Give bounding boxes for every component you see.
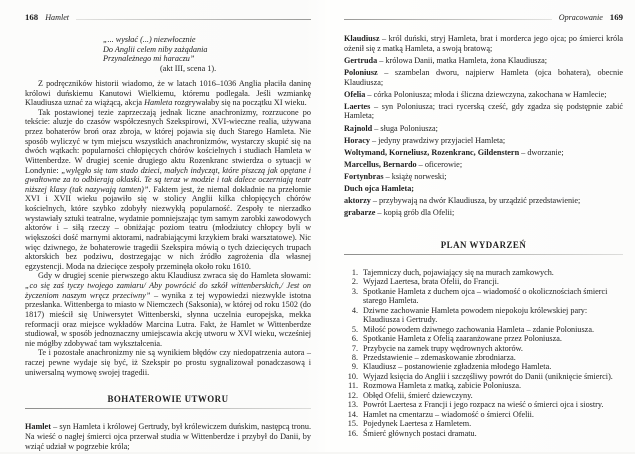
text-segment: – król duński, stryj Hamleta, brat i morderca jego ojca; po śmierci króla ożenił się z matką Hamleta, a swoją bratową; [344, 34, 623, 53]
text-segment: Rajnold [344, 123, 373, 133]
event-item: Miłość powodem dziwnego zachowania Hamleta – zdanie Poloniusza. [363, 324, 595, 334]
text-segment: Hamlet [25, 422, 51, 432]
quote-line: „... wysłać (...) niezwłocznie [103, 35, 196, 44]
quote-line: Przynależnego mi haraczu” [103, 54, 195, 64]
character-entry [344, 148, 623, 158]
text-segment: Te i pozostałe anachronizmy nie są wynikiem błędów czy niedopatrzenia autora – raczej pewne wydaje się być, iż Szekspir po prostu sygnalizował ponadczasową i uniwersalną wymowę swojej tragedii. [25, 348, 311, 377]
body-paragraphs [25, 79, 311, 377]
character-entry [344, 102, 623, 121]
text-segment: – dworzanie; [519, 147, 564, 157]
paragraph [25, 348, 311, 377]
header-rule-right [344, 19, 552, 20]
text-segment: Tak postawionej tezie zaprzeczają jednak liczne anachronizmy, rozrzucone po tekście: aluzje do czasów współczesnych Szekspirowi, XVI-wieczne realia, używana przez bohaterów broń oraz zbroja, w której pojawia się duch Starego Hamleta. Nie sposób wyliczyć w tym miejscu wszystkich anachronizmów, wystarczy skupić się na dwóch wątkach: popularności chłopięcych chórów kościelnych i studiach Hamleta w Wittenberdze. W drugiej scenie drugiego aktu Rozenkranc stwierdza o sytuacji w Londynie: [25, 107, 311, 175]
event-item: Wyjazd Laertesa, brata Ofelii, do Francji. [363, 277, 499, 287]
page-header-right [344, 0, 623, 24]
page-left [25, 0, 311, 454]
section-heading-characters: BOHATEROWIE UTWORU [107, 394, 229, 405]
quote-line: Do Anglii celem niby zażądania [103, 44, 208, 54]
text-segment: – wynika z tej wypowiedzi niezwykle istotna przesłanka. Wittenberga to miasto w Niemczech (Saksonia), w której od roku 1502 (do 1817) mieścił się Uniwersytet Wittenberski, słynna uczelnia europejska, mekka reformacji oraz miejsce wykładów Marcina Lutra. Fakt, że Hamlet w Wittenberdze studiował, w sposób jednoznaczny umiejscawia akcję utworu w XVI wieku, wcześniej nie mógłby zdobywać tam wykształcenia. [25, 290, 311, 348]
character-list [344, 34, 623, 218]
quote-lines [103, 35, 311, 64]
character-entry-hamlet [25, 422, 311, 451]
section-heading-plan: PLAN WYDARZEŃ [440, 239, 527, 250]
text-segment: – syn Poloniusza; traci rycerską cześć, gdy zgadza się podstępnie zabić Hamleta; [344, 101, 623, 121]
text-segment: Gertruda [344, 55, 378, 65]
event-item: Przybycie na zamek trupy wędrownych aktorów. [363, 343, 523, 353]
text-segment: „wylęgło się tam stado dzieci, małych indycząt, które piszczą jak opętane i gwałtowne za to odbierają oklaski. Te są teraz w modzie i tak dalece oczerniają teatr niższej klasy (tak nazywają tamten)” [25, 165, 311, 194]
character-entry [344, 184, 623, 194]
event-item: Spotkanie Hamleta z Ofelią zaaranżowane przez Poloniusza. [363, 334, 562, 344]
text-segment: Marcellus, Bernardo [344, 159, 417, 169]
character-entry [344, 196, 623, 206]
event-list [344, 268, 623, 438]
header-rule-left [76, 19, 311, 20]
text-segment: – książę norweski; [383, 171, 447, 181]
page-number-left: 168 [25, 12, 39, 22]
text-segment: Duch ojca Hamleta; [344, 184, 415, 194]
text-segment: Klaudiusz [344, 34, 380, 43]
character-entry [344, 90, 623, 100]
character-entry [344, 34, 623, 53]
epigraph-quote [103, 35, 311, 74]
page-header-left [25, 0, 311, 24]
text-segment: – kopią grób dla Ofelii; [375, 208, 455, 218]
text-segment: – córka Poloniusza; młoda i śliczna dziewczyna, zakochana w Hamlecie; [365, 89, 607, 99]
event-item: Klaudiusz – postanowienie zgładzenia młodego Hamleta. [363, 362, 552, 372]
text-segment: Gdy w drugiej scenie pierwszego aktu Klaudiusz zwraca się do Hamleta słowami: [38, 271, 311, 281]
character-entry [344, 160, 623, 170]
text-segment: – jedyny prawdziwy przyjaciel Hamleta; [369, 135, 506, 145]
text-segment: – oficerowie; [416, 159, 463, 169]
paragraph [25, 108, 311, 272]
paragraph [25, 79, 311, 108]
text-segment: Ofelia [344, 89, 366, 99]
event-item: Rozmowa Hamleta z matką, zabicie Poloniusza. [363, 381, 522, 391]
text-segment: – królowa Danii, matka Hamleta, żona Klaudiusza; [377, 55, 548, 65]
character-entry [344, 208, 623, 218]
character-entry [344, 172, 623, 182]
text-segment: Laertes [344, 101, 371, 111]
text-segment: „co się zaś tyczy twojego zamiaru/ Aby powrócić do szkół wittenberskich,/ Jest on życzeniom naszym wręcz przeciwny” [25, 281, 311, 300]
text-segment: – sługa Poloniusza; [372, 123, 438, 133]
event-item: Przedstawienie – zdemaskowanie zbrodniarza. [363, 353, 516, 363]
text-segment: Poloniusz [344, 67, 378, 77]
character-entry [344, 124, 623, 134]
text-segment: aktorzy [344, 196, 371, 206]
character-entry [344, 68, 623, 87]
event-item: Hamlet na cmentarzu – wiadomość o śmierci Ofelii. [363, 409, 534, 419]
heading-rule-plan [344, 254, 623, 255]
event-item: Wyjazd księcia do Anglii i szczęśliwy powrót do Danii (uniknięcie śmierci). [363, 371, 613, 381]
event-item: Obłęd Ofelii, śmierć dziewczyny. [363, 390, 473, 400]
text-segment: rozgrywałaby się na początku XI wieku. [172, 98, 307, 108]
character-entry [344, 136, 623, 146]
text-segment: Hamleta [144, 98, 173, 108]
running-title-right: Opracowanie [558, 13, 603, 22]
character-entry [344, 56, 623, 66]
text-segment: – szambelan dworu, najpierw Hamleta (ojca bohatera), obecnie Klaudiusza; [344, 67, 623, 87]
event-item: Śmierć głównych postaci dramatu. [363, 428, 477, 438]
event-item: Powrót Laertesa z Francji i jego rozpacz na wieść o śmierci ojca i siostry. [363, 400, 604, 410]
event-item: Tajemniczy duch, pojawiający się na murach zamkowych. [363, 267, 554, 277]
page-number-right: 169 [609, 12, 623, 22]
text-segment: Fortynbras [344, 171, 384, 181]
quote-attribution: (akt III, scena 1). [160, 64, 217, 74]
paragraph [25, 271, 311, 348]
heading-rule-characters [25, 408, 311, 409]
text-segment: . Faktem jest, że niemal dokładnie na przełomie XVI i XVII wieku pojawiło się w stolicy Anglii kilka chłopięcych chórów kościelnych, które szybko zdobyły niezwykłą popularność. Zespoły te nierzadko wystawiały sztuki teatralne, wydatnie pomniejszając tym samym zarobki zawodowych aktorów i – siłą rzeczy – obniżając poziom teatru (młodziutcy chłopcy byli w większości dość marnymi aktorami, nadrabiającymi krzykiem braki warsztatowe). Nic więc dziwnego, że bohaterowie tragedii Szekspira mówią o tych dziecięcych trupach aktorskich bez podziwu, dostrzegając w nich źródło zagrożenia dla własnej egzystencji. Moda na dziecięce zespoły przeminęła około roku 1610. [25, 184, 311, 271]
event-item: Dziwne zachowanie Hamleta powodem niepokoju królewskiej pary: Klaudiusza i Gertrudy. [363, 305, 588, 325]
text-segment: – przybywają na dwór Klaudiusza, by urządzić przedstawienie; [370, 196, 581, 206]
text-segment: grabarze [344, 208, 376, 218]
text-segment: Horacy [344, 135, 370, 145]
event-item: Spotkanie Hamleta z duchem ojca – wiadomość o okolicznościach śmierci starego Hamleta. [363, 286, 608, 306]
text-segment: Z podręczników historii wiadomo, że w latach 1016–1036 Anglia płaciła daninę królowi duńskiemu Kanutowi Wielkiemu, któremu podlegała. Jeśli wzmiankę Klaudiusza uznać za wiążącą, akcja [25, 78, 311, 108]
event-item: Pojedynek Laertesa z Hamletem. [363, 419, 472, 429]
text-segment: – syn Hamleta i królowej Gertrudy, był królewiczem duńskim, następcą tronu. Na wieść o nagłej śmierci ojca przerwał studia w Wittenberdze i przybył do Danii, by wziąć udział w pogrzebie króla; [25, 422, 311, 451]
running-title-left: Hamlet [45, 13, 70, 22]
text-segment: Woltymand, Korneliusz, Rozenkranc, Gildenstern [344, 147, 520, 157]
page-right [344, 0, 623, 438]
